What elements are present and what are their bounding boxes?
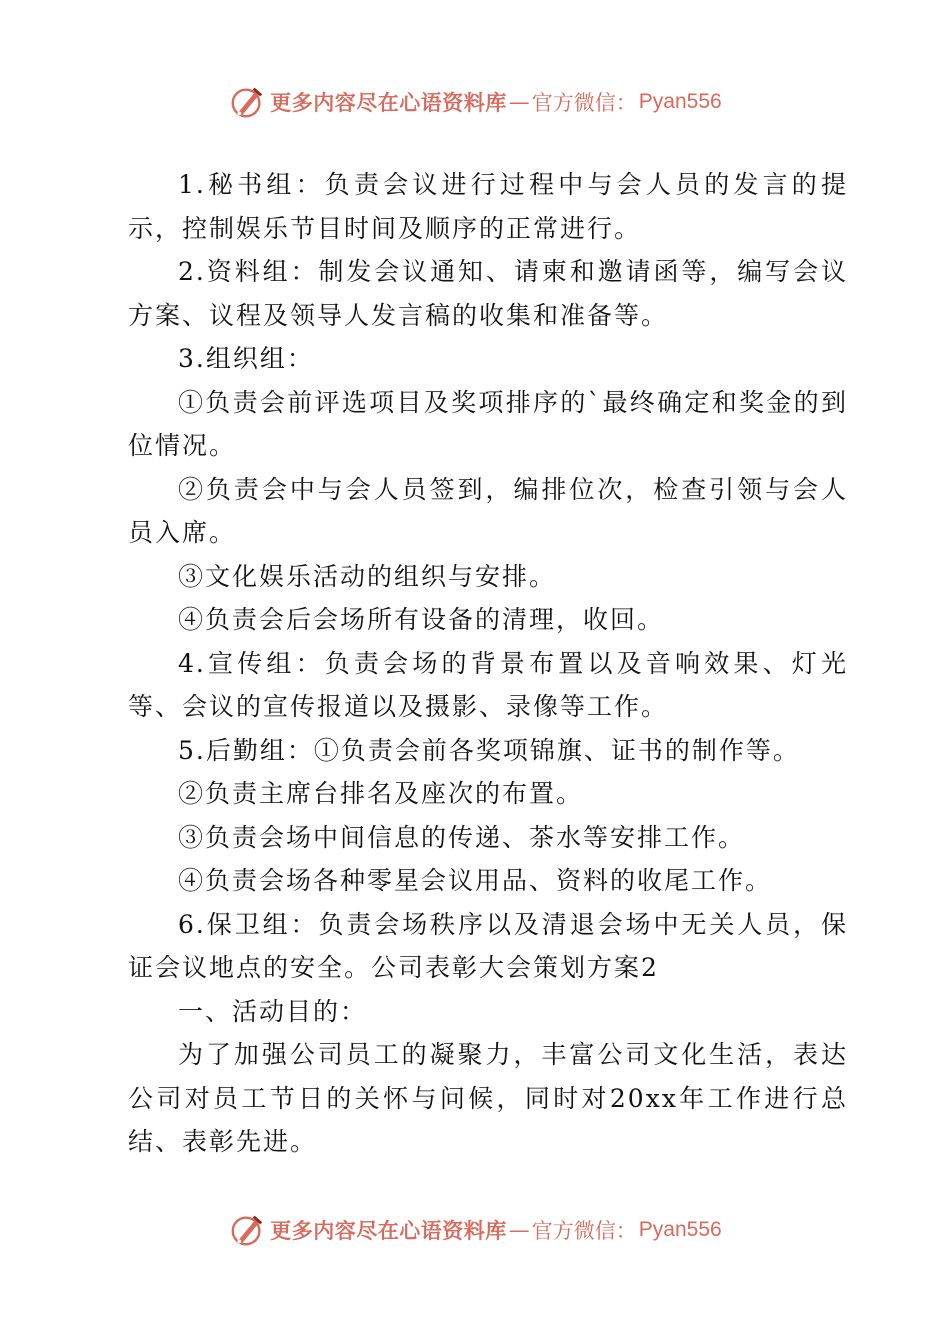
banner-dash: — [508, 90, 530, 114]
paragraph-materials-group: 2.资料组：制发会议通知、请柬和邀请函等，编写会议方案、议程及领导人发言稿的收集和准备等。 [128, 257, 848, 330]
site-name: 更多内容尽在心语资料库 [270, 1219, 507, 1243]
paragraph-logistics-item-2: ②负责主席台排名及座次的布置。 [178, 779, 584, 808]
site-name: 更多内容尽在心语资料库 [270, 91, 507, 115]
wechat-id: Pyan556 [638, 90, 722, 113]
banner-dash: — [508, 1218, 530, 1242]
footer-watermark [0, 1210, 950, 1250]
wechat-label: 官方微信： [531, 91, 637, 115]
pen-logo-icon [228, 83, 266, 121]
paragraph-org-item-2: ②负责会中与会人员签到，编排位次，检查引领与会人员入席。 [128, 474, 848, 547]
document-body [128, 163, 848, 1164]
section-heading-purpose: 一、活动目的： [178, 996, 368, 1026]
paragraph-security-group: 6.保卫组：负责会场秩序以及清退会场中无关人员，保证会议地点的安全。公司表彰大会策划方案2 [128, 909, 848, 982]
wechat-label: 官方微信： [531, 1219, 637, 1243]
header-watermark [0, 82, 950, 122]
paragraph-publicity-group: 4.宣传组：负责会场的背景布置以及音响效果、灯光等、会议的宣传报道以及摄影、录像等工作。 [128, 648, 848, 721]
paragraph-secretary-group: 1.秘书组：负责会议进行过程中与会人员的发言的提示，控制娱乐节目时间及顺序的正常进行。 [128, 170, 848, 243]
paragraph-org-item-4: ④负责会后会场所有设备的清理，收回。 [178, 605, 665, 634]
pen-logo-icon [228, 1211, 266, 1249]
paragraph-logistics-item-3: ③负责会场中间信息的传递、茶水等安排工作。 [178, 822, 746, 852]
paragraph-logistics-group: 5.后勤组：①负责会前各奖项锦旗、证书的制作等。 [178, 735, 800, 765]
wechat-id: Pyan556 [638, 1218, 722, 1241]
paragraph-purpose: 为了加强公司员工的凝聚力，丰富公司文化生活，表达公司对员工节日的关怀与问候，同时对20xx年工作进行总结、表彰先进。 [128, 1040, 848, 1156]
paragraph-organization-group: 3.组织组： [178, 344, 314, 373]
paragraph-logistics-item-4: ④负责会场各种零星会议用品、资料的收尾工作。 [178, 866, 773, 895]
paragraph-org-item-1: ①负责会前评选项目及奖项排序的`最终确定和奖金的到位情况。 [128, 387, 848, 460]
paragraph-org-item-3: ③文化娱乐活动的组织与安排。 [178, 561, 557, 591]
